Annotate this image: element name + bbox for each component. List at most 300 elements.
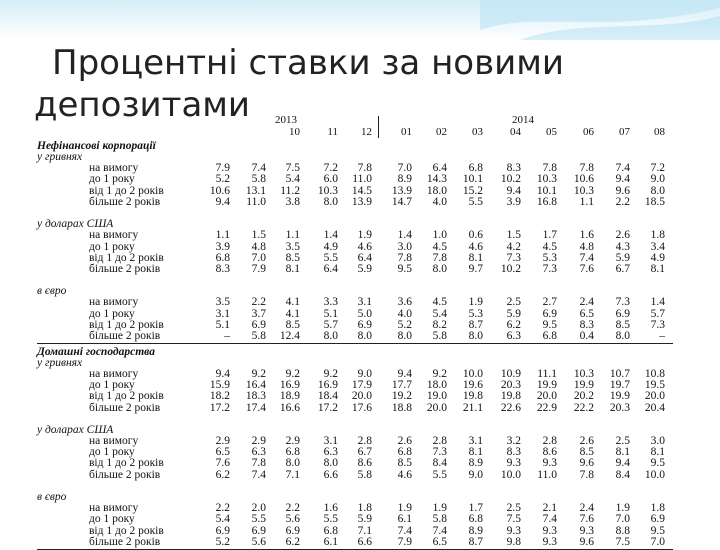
rate-value: 4.9 — [650, 251, 665, 264]
rate-value: 2.8 — [432, 434, 447, 447]
rate-value: 9.5 — [650, 524, 665, 537]
rate-value: 9.5 — [650, 457, 665, 470]
rate-value: 3.0 — [397, 240, 412, 253]
rate-value: – — [224, 330, 230, 343]
rate-value: 8.0 — [323, 457, 338, 470]
rate-value: 1.5 — [506, 229, 521, 242]
rate-value: 7.6 — [579, 513, 594, 526]
rate-value: 7.3 — [506, 251, 521, 264]
rate-value: 19.5 — [644, 378, 665, 391]
rate-value: 6.1 — [323, 535, 338, 548]
rate-value: 5.6 — [251, 535, 266, 548]
rate-value: 8.4 — [432, 457, 447, 470]
rate-value: 6.9 — [542, 307, 557, 320]
section-title: в євро — [37, 285, 67, 298]
rate-value: 10.1 — [536, 184, 557, 197]
rate-value: 10.3 — [573, 184, 594, 197]
rate-value: 14.7 — [391, 195, 412, 208]
rate-value: 2.0 — [251, 502, 266, 514]
rate-value: 17.6 — [351, 401, 372, 414]
rate-value: 8.5 — [615, 319, 630, 331]
rate-value: 18.0 — [426, 378, 447, 391]
row-label: більше 2 років — [89, 330, 161, 343]
rate-value: 9.5 — [397, 263, 412, 276]
rate-value: 9.3 — [542, 524, 557, 537]
rate-value: 8.0 — [357, 330, 372, 343]
rate-value: 4.5 — [542, 240, 557, 253]
section-title: у доларах США — [37, 218, 114, 231]
rate-value: 5.9 — [615, 251, 630, 264]
rate-value: 7.4 — [397, 524, 412, 537]
rate-value: 8.2 — [432, 319, 447, 331]
year-label-2014: 2014 — [512, 114, 534, 126]
rate-value: 10.9 — [500, 367, 521, 380]
rate-value: 5.7 — [650, 307, 665, 320]
rate-value: 6.8 — [397, 446, 412, 459]
rate-value: 1.4 — [323, 229, 338, 242]
rate-value: 6.9 — [357, 319, 372, 331]
rate-value: 6.7 — [615, 263, 630, 276]
rate-value: 21.1 — [462, 401, 483, 414]
rate-value: 15.9 — [209, 378, 230, 391]
rate-value: 8.8 — [615, 524, 630, 537]
row-label: до 1 року — [89, 173, 135, 186]
rate-value: 8.0 — [285, 457, 300, 470]
rate-value: 5.4 — [285, 173, 300, 186]
rate-value: 11.2 — [280, 184, 300, 197]
rate-value: 8.0 — [432, 263, 447, 276]
rate-value: 9.7 — [468, 263, 483, 276]
rate-value: 20.2 — [573, 390, 594, 403]
rate-value: 10.7 — [609, 367, 630, 380]
rate-value: 6.6 — [323, 468, 338, 481]
rate-value: 7.1 — [357, 524, 372, 537]
rate-value: 7.4 — [251, 162, 266, 174]
rate-value: 20.0 — [536, 390, 557, 403]
rate-value: 10.0 — [462, 367, 483, 380]
rate-value: 6.4 — [432, 162, 447, 174]
row-label: до 1 року — [89, 240, 135, 253]
rate-value: 7.0 — [251, 251, 266, 264]
rate-value: 1.1 — [579, 195, 594, 208]
rate-value: 6.1 — [397, 513, 412, 526]
rate-value: 6.2 — [506, 319, 521, 331]
rate-value: 8.6 — [542, 446, 557, 459]
rate-value: 1.6 — [579, 229, 594, 242]
rate-value: 9.2 — [432, 367, 447, 380]
rate-value: 6.5 — [432, 535, 447, 548]
rate-value: 10.6 — [573, 173, 594, 186]
month-header: 07 — [619, 126, 630, 138]
rate-value: 7.3 — [542, 263, 557, 276]
group-title: Домашні господарства — [37, 345, 155, 358]
rate-value: 8.0 — [468, 330, 483, 343]
rate-value: 8.5 — [285, 319, 300, 331]
rate-value: 19.7 — [609, 378, 630, 391]
rate-value: 3.1 — [215, 307, 230, 320]
rate-value: 6.9 — [650, 513, 665, 526]
rate-value: 4.9 — [323, 240, 338, 253]
rate-value: 4.6 — [357, 240, 372, 253]
rate-value: 6.4 — [357, 251, 372, 264]
rate-value: 1.7 — [468, 502, 483, 514]
rate-value: 16.9 — [317, 378, 338, 391]
rate-value: 18.2 — [209, 390, 230, 403]
rate-value: 5.0 — [357, 307, 372, 320]
rate-value: 2.8 — [357, 434, 372, 447]
rate-value: 7.8 — [542, 162, 557, 174]
section-title: в євро — [37, 491, 67, 503]
rate-value: 10.3 — [536, 173, 557, 186]
rate-value: 9.2 — [285, 367, 300, 380]
rate-value: 5.2 — [397, 319, 412, 331]
rate-value: 7.3 — [650, 319, 665, 331]
rate-value: 7.3 — [432, 446, 447, 459]
rate-value: 17.2 — [317, 401, 338, 414]
rate-value: 8.6 — [357, 457, 372, 470]
rate-value: 8.9 — [468, 457, 483, 470]
rate-value: 4.5 — [432, 296, 447, 309]
rate-value: 7.4 — [579, 251, 594, 264]
row-label: до 1 року — [89, 378, 135, 391]
rate-value: 8.1 — [615, 446, 630, 459]
row-label: до 1 року — [89, 513, 135, 526]
rate-value: 19.2 — [391, 390, 412, 403]
rate-value: 7.8 — [357, 162, 372, 174]
rate-value: 19.9 — [573, 378, 594, 391]
rate-value: 8.1 — [650, 446, 665, 459]
rate-value: 2.4 — [579, 502, 594, 514]
rate-value: 7.5 — [285, 162, 300, 174]
rate-value: 1.9 — [468, 296, 483, 309]
rate-value: 1.8 — [650, 502, 665, 514]
rate-value: 7.6 — [579, 263, 594, 276]
rate-value: 5.9 — [506, 307, 521, 320]
rate-value: 7.6 — [215, 457, 230, 470]
rate-value: 19.0 — [426, 390, 447, 403]
rate-value: 5.2 — [215, 173, 230, 186]
rate-value: 1.8 — [650, 229, 665, 242]
rate-value: 16.8 — [536, 195, 557, 208]
rate-value: 9.3 — [506, 457, 521, 470]
rate-value: 8.7 — [468, 535, 483, 548]
row-label: більше 2 років — [89, 263, 161, 276]
rate-value: 11.1 — [537, 367, 557, 380]
rate-value: 2.6 — [579, 434, 594, 447]
row-label: до 1 року — [89, 446, 135, 459]
rate-value: 5.1 — [215, 319, 230, 331]
rate-value: 7.4 — [251, 468, 266, 481]
rate-value: 6.5 — [579, 307, 594, 320]
rate-value: 9.3 — [506, 524, 521, 537]
rate-value: 5.1 — [323, 307, 338, 320]
rate-value: 8.3 — [506, 446, 521, 459]
rate-value: 7.4 — [542, 513, 557, 526]
rate-value: 8.1 — [468, 251, 483, 264]
rate-value: 5.8 — [432, 513, 447, 526]
rate-value: 8.0 — [615, 330, 630, 343]
rate-value: 10.0 — [644, 468, 665, 481]
rate-value: 9.4 — [615, 457, 630, 470]
rate-value: 6.8 — [468, 513, 483, 526]
rate-value: 8.3 — [215, 263, 230, 276]
rate-value: 17.9 — [351, 378, 372, 391]
rate-value: 6.3 — [323, 446, 338, 459]
rate-value: 10.3 — [317, 184, 338, 197]
rate-value: 5.3 — [468, 307, 483, 320]
rate-value: 1.9 — [357, 229, 372, 242]
rate-value: 20.0 — [426, 401, 447, 414]
rate-value: 3.1 — [323, 434, 338, 447]
rate-value: 8.3 — [506, 162, 521, 174]
rate-value: 7.8 — [579, 468, 594, 481]
rate-value: 8.5 — [579, 446, 594, 459]
rate-value: 1.8 — [357, 502, 372, 514]
rate-value: 2.2 — [251, 296, 266, 309]
section-title: у гривнях — [37, 356, 83, 369]
rate-value: 0.4 — [579, 330, 594, 343]
rate-value: 9.5 — [542, 319, 557, 331]
rate-value: 8.1 — [650, 263, 665, 276]
rate-value: 11.0 — [246, 195, 266, 208]
rate-value: 19.9 — [536, 378, 557, 391]
month-header: 12 — [361, 126, 372, 138]
rate-value: 2.9 — [215, 434, 230, 447]
month-header: 04 — [510, 126, 521, 138]
rate-value: 19.8 — [500, 390, 521, 403]
rate-value: 4.6 — [397, 468, 412, 481]
rate-value: 18.0 — [426, 184, 447, 197]
rate-value: 9.8 — [506, 535, 521, 548]
rate-value: 7.2 — [650, 162, 665, 174]
rate-value: 1.1 — [215, 229, 230, 242]
rate-value: 7.4 — [615, 162, 630, 174]
rate-value: 5.5 — [323, 513, 338, 526]
slide-title-line1: Процентні ставки за новими — [52, 43, 564, 83]
rate-value: 1.4 — [397, 229, 412, 242]
rate-value: 6.8 — [215, 251, 230, 264]
row-label: на вимогу — [89, 296, 139, 309]
row-label: більше 2 років — [89, 535, 161, 548]
rate-value: 15.2 — [462, 184, 483, 197]
rate-value: 8.9 — [468, 524, 483, 537]
rate-value: 3.3 — [323, 296, 338, 309]
rate-value: 7.2 — [323, 162, 338, 174]
row-label: більше 2 років — [89, 195, 161, 208]
rate-value: 4.0 — [432, 195, 447, 208]
rate-value: 4.8 — [579, 240, 594, 253]
rate-value: 4.3 — [615, 240, 630, 253]
rate-value: 1.9 — [397, 502, 412, 514]
rate-value: 5.5 — [323, 251, 338, 264]
rate-value: 9.3 — [579, 524, 594, 537]
rate-value: 8.5 — [397, 457, 412, 470]
rate-value: 4.6 — [468, 240, 483, 253]
rate-value: 7.3 — [615, 296, 630, 309]
rate-value: 16.6 — [279, 401, 300, 414]
rate-value: 6.4 — [323, 263, 338, 276]
rate-value: 5.8 — [357, 468, 372, 481]
rate-value: 9.6 — [579, 457, 594, 470]
rate-value: 9.0 — [468, 468, 483, 481]
rate-value: 4.2 — [506, 240, 521, 253]
rate-value: 2.2 — [285, 502, 300, 514]
rate-value: 20.3 — [500, 378, 521, 391]
rate-value: 6.2 — [285, 535, 300, 548]
rate-value: 5.4 — [432, 307, 447, 320]
rate-value: 20.0 — [351, 390, 372, 403]
rate-value: 8.3 — [579, 319, 594, 331]
rate-value: 7.5 — [615, 535, 630, 548]
rate-value: 6.7 — [357, 446, 372, 459]
rate-value: 6.3 — [506, 330, 521, 343]
rate-value: 7.1 — [285, 468, 300, 481]
rate-value: 8.9 — [397, 173, 412, 186]
rate-value: 6.9 — [285, 524, 300, 537]
rate-value: – — [659, 330, 665, 343]
rate-value: 9.6 — [579, 535, 594, 548]
rate-value: 1.4 — [650, 296, 665, 309]
rate-value: 5.6 — [285, 513, 300, 526]
rate-value: 1.1 — [285, 229, 300, 242]
rate-value: 10.8 — [644, 367, 665, 380]
rate-value: 5.8 — [432, 330, 447, 343]
rate-value: 6.5 — [215, 446, 230, 459]
rate-value: 7.5 — [506, 513, 521, 526]
row-label: на вимогу — [89, 502, 139, 514]
slide-title-line2: депозитами — [34, 85, 251, 125]
rate-value: 7.8 — [397, 251, 412, 264]
rate-value: 9.4 — [615, 173, 630, 186]
month-header: 05 — [546, 126, 557, 138]
rate-value: 18.4 — [317, 390, 338, 403]
rate-value: 10.1 — [462, 173, 483, 186]
rate-value: 5.4 — [215, 513, 230, 526]
rate-value: 3.4 — [650, 240, 665, 253]
rate-value: 6.6 — [357, 535, 372, 548]
rate-value: 9.2 — [251, 367, 266, 380]
rate-value: 14.3 — [426, 173, 447, 186]
rate-value: 10.2 — [500, 263, 521, 276]
rate-value: 19.8 — [462, 390, 483, 403]
rate-value: 13.9 — [391, 184, 412, 197]
rate-value: 3.7 — [251, 307, 266, 320]
group-title: Нефінансові корпорації — [37, 140, 156, 152]
rate-value: 18.5 — [644, 195, 665, 208]
row-label: від 1 до 2 років — [89, 524, 164, 537]
row-label: більше 2 років — [89, 468, 161, 481]
rate-value: 3.0 — [650, 434, 665, 447]
rate-value: 8.0 — [323, 195, 338, 208]
rate-value: 2.9 — [285, 434, 300, 447]
rate-value: 7.9 — [397, 535, 412, 548]
rate-value: 9.4 — [397, 367, 412, 380]
rate-value: 19.6 — [462, 378, 483, 391]
rate-value: 6.8 — [468, 162, 483, 174]
row-label: більше 2 років — [89, 401, 161, 414]
rate-value: 6.9 — [215, 524, 230, 537]
rate-value: 5.9 — [357, 263, 372, 276]
rate-value: 2.8 — [542, 434, 557, 447]
section-title: у гривнях — [37, 151, 83, 163]
rate-value: 8.0 — [397, 330, 412, 343]
year-label-2013: 2013 — [275, 114, 297, 126]
rate-value: 9.3 — [542, 457, 557, 470]
rate-value: 20.0 — [644, 390, 665, 403]
rate-value: 12.4 — [279, 330, 300, 343]
rate-value: 2.7 — [542, 296, 557, 309]
row-label: від 1 до 2 років — [89, 184, 164, 197]
rate-value: 22.6 — [500, 401, 521, 414]
rate-value: 7.0 — [650, 535, 665, 548]
rate-value: 2.9 — [251, 434, 266, 447]
rate-value: 17.7 — [391, 378, 412, 391]
rate-value: 3.6 — [397, 296, 412, 309]
rate-value: 9.4 — [215, 195, 230, 208]
rate-value: 3.1 — [468, 434, 483, 447]
rate-value: 6.0 — [323, 173, 338, 186]
rate-value: 9.0 — [650, 173, 665, 186]
rate-value: 8.7 — [468, 319, 483, 331]
rate-value: 10.3 — [573, 367, 594, 380]
section-title: у доларах США — [37, 423, 114, 436]
rate-value: 19.9 — [609, 390, 630, 403]
rate-value: 6.8 — [542, 330, 557, 343]
rate-value: 4.5 — [432, 240, 447, 253]
rate-value: 7.8 — [579, 162, 594, 174]
rate-value: 9.0 — [357, 367, 372, 380]
row-label: до 1 року — [89, 307, 135, 320]
rate-value: 5.3 — [542, 251, 557, 264]
rate-value: 6.9 — [251, 524, 266, 537]
rate-value: 8.0 — [323, 330, 338, 343]
rate-value: 7.9 — [251, 263, 266, 276]
rate-value: 2.4 — [579, 296, 594, 309]
rate-value: 6.8 — [323, 524, 338, 537]
rate-value: 7.9 — [215, 162, 230, 174]
month-header: 11 — [327, 126, 338, 138]
rate-value: 0.6 — [468, 229, 483, 242]
rate-value: 2.2 — [615, 195, 630, 208]
rate-value: 9.6 — [615, 184, 630, 197]
rate-value: 3.1 — [357, 296, 372, 309]
month-header: 02 — [436, 126, 447, 138]
rate-value: 22.9 — [536, 401, 557, 414]
month-header: 06 — [583, 126, 594, 138]
rate-value: 5.5 — [432, 468, 447, 481]
rate-value: 2.5 — [506, 502, 521, 514]
rate-value: 7.8 — [251, 457, 266, 470]
rate-value: 16.9 — [279, 378, 300, 391]
rate-value: 2.6 — [397, 434, 412, 447]
rate-value: 6.9 — [251, 319, 266, 331]
rate-value: 7.8 — [432, 251, 447, 264]
rate-value: 7.0 — [615, 513, 630, 526]
rate-value: 6.9 — [615, 307, 630, 320]
rate-value: 13.9 — [351, 195, 372, 208]
rate-value: 3.8 — [285, 195, 300, 208]
rate-value: 11.0 — [537, 468, 557, 481]
rate-value: 17.2 — [209, 401, 230, 414]
rate-value: 4.0 — [397, 307, 412, 320]
rate-value: 1.9 — [432, 502, 447, 514]
rate-value: 1.6 — [323, 502, 338, 514]
row-label: від 1 до 2 років — [89, 390, 164, 403]
row-label: на вимогу — [89, 162, 139, 174]
rate-value: 17.4 — [245, 401, 266, 414]
rate-value: 16.4 — [245, 378, 266, 391]
rate-value: 11.0 — [352, 173, 372, 186]
